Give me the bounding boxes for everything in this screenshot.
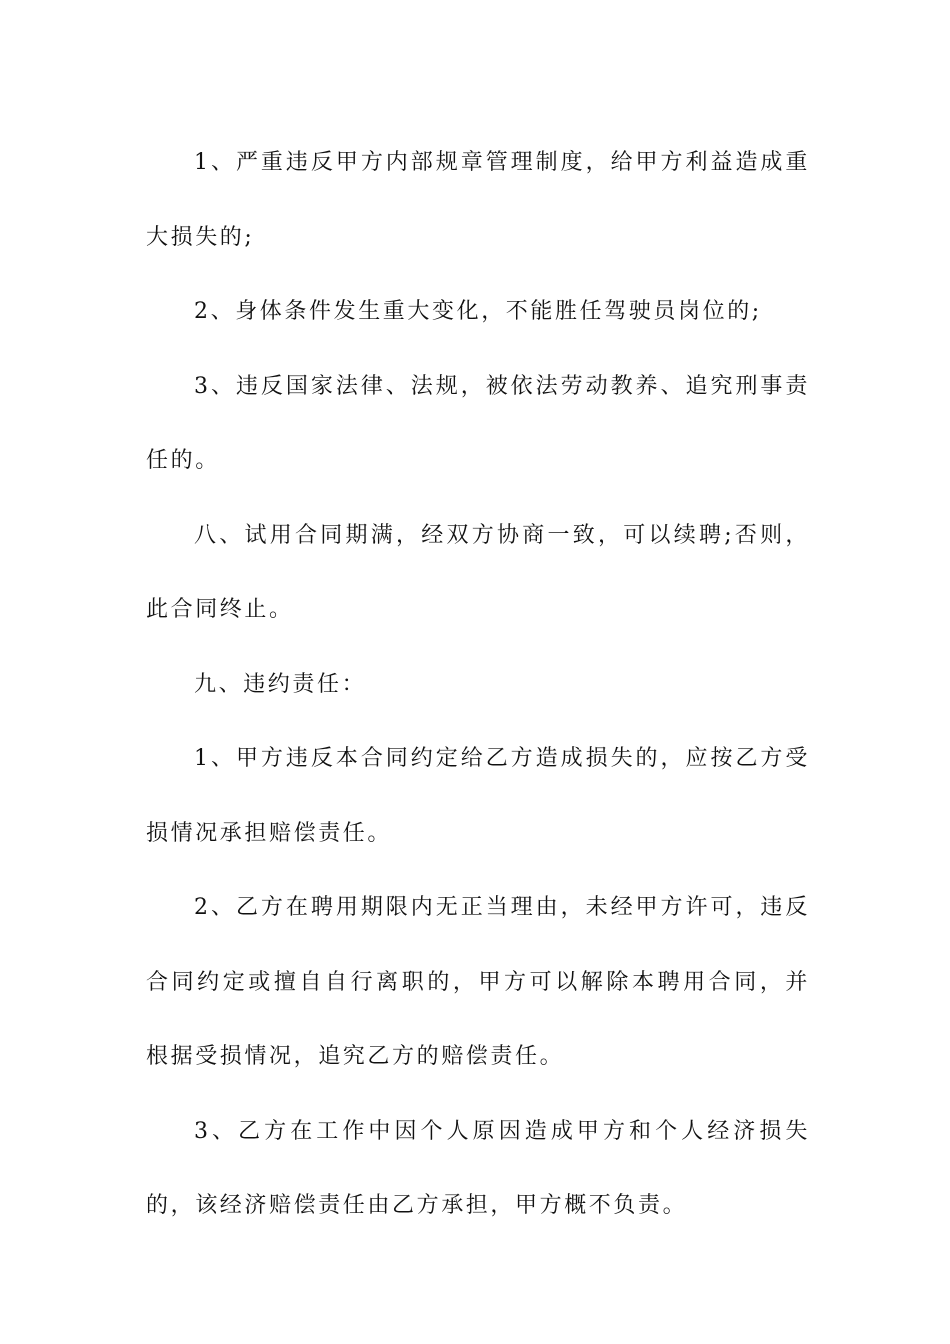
paragraph-clause-1: 1、严重违反甲方内部规章管理制度，给甲方利益造成重大损失的; [146,150,810,250]
paragraph-liability-3: 3、乙方在工作中因个人原因造成甲方和个人经济损失的，该经济赔偿责任由乙方承担，甲方概不负责。 [146,1118,810,1218]
paragraph-clause-2: 2、身体条件发生重大变化，不能胜任驾驶员岗位的; [194,299,762,324]
paragraph-liability-1: 1、甲方违反本合同约定给乙方造成损失的，应按乙方受损情况承担赔偿责任。 [146,746,810,846]
paragraph-section-8-renewal: 八、试用合同期满，经双方协商一致，可以续聘;否则，此合同终止。 [146,522,810,622]
document-body [146,126,810,1244]
section-heading-breach-liability: 九、违约责任： [194,671,367,697]
paragraph-liability-2: 2、乙方在聘用期限内无正当理由，未经甲方许可，违反合同约定或擅自自行离职的，甲方可以解除本聘用合同，并根据受损情况，追究乙方的赔偿责任。 [146,895,810,1069]
paragraph-clause-3: 3、违反国家法律、法规，被依法劳动教养、追究刑事责任的。 [146,373,810,473]
